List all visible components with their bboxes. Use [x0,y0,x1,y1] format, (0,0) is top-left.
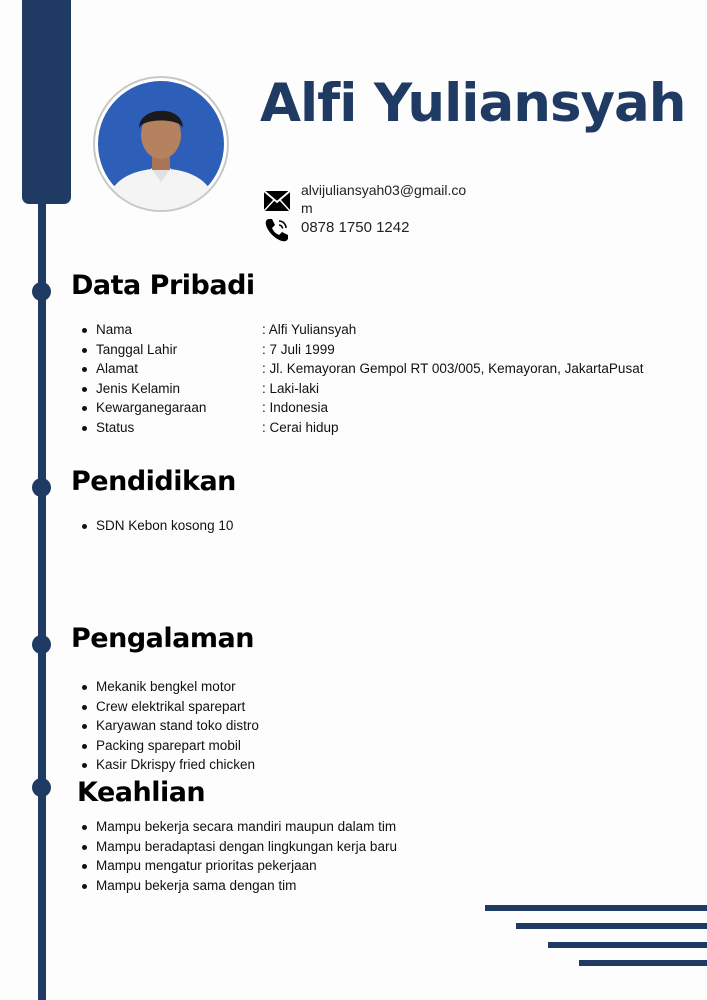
phone-icon [264,217,290,247]
personal-row [81,320,681,340]
email-text: alvijuliansyah03@gmail.com [301,182,467,216]
personal-data-list [81,320,681,438]
row-value: : Laki-laki [262,380,320,396]
row-value: : 7 Juli 1999 [262,341,335,357]
envelope-icon [264,191,290,215]
list-item: Crew elektrikal sparepart [81,697,259,717]
timeline-dot-experience [32,635,51,654]
profile-photo [95,78,227,210]
row-label: Nama [96,322,133,337]
list-item: SDN Kebon kosong 10 [81,516,233,536]
row-label: Kewarganegaraan [96,400,207,416]
education-list [81,516,233,536]
section-title-experience: Pengalaman [71,623,254,654]
personal-row [81,359,681,379]
phone-text: 0878 1750 1242 [301,219,410,236]
row-value: : Alfi Yuliansyah [262,322,357,337]
timeline-dot-personal [32,282,51,301]
list-item: Mampu beradaptasi dengan lingkungan kerja baru [81,837,397,857]
list-item: Mampu bekerja sama dengan tim [81,876,397,896]
personal-row [81,340,681,360]
section-title-education: Pendidikan [71,466,236,497]
row-label: Jenis Kelamin [96,380,181,396]
skills-list [81,817,397,895]
timeline-dot-education [32,478,51,497]
top-accent-bar [22,0,71,204]
experience-list [81,677,259,775]
section-title-personal: Data Pribadi [71,270,255,301]
list-item: Mampu mengatur prioritas pekerjaan [81,856,397,876]
list-item: Mampu bekerja secara mandiri maupun dalam tim [81,817,397,837]
section-title-skills: Keahlian [77,777,206,808]
list-item: Karyawan stand toko distro [81,716,259,736]
row-label: Status [96,419,135,435]
row-value: : Indonesia [262,400,329,416]
decorative-stripe [579,960,707,966]
row-label: Tanggal Lahir [96,341,178,357]
row-value: : Cerai hidup [262,419,339,435]
timeline-dot-skills [32,778,51,797]
personal-row [81,379,681,399]
personal-row [81,418,681,438]
decorative-stripe [548,942,707,948]
decorative-stripe [485,905,707,911]
row-value: : Jl. Kemayoran Gempol RT 003/005, Kemayoran, JakartaPusat [262,361,644,377]
list-item: Mekanik bengkel motor [81,677,259,697]
list-item: Packing sparepart mobil [81,736,259,756]
row-label: Alamat [96,361,139,377]
decorative-stripe [516,923,707,929]
personal-row [81,398,681,418]
candidate-name: Alfi Yuliansyah [260,73,686,134]
list-item: Kasir Dkrispy fried chicken [81,755,259,775]
